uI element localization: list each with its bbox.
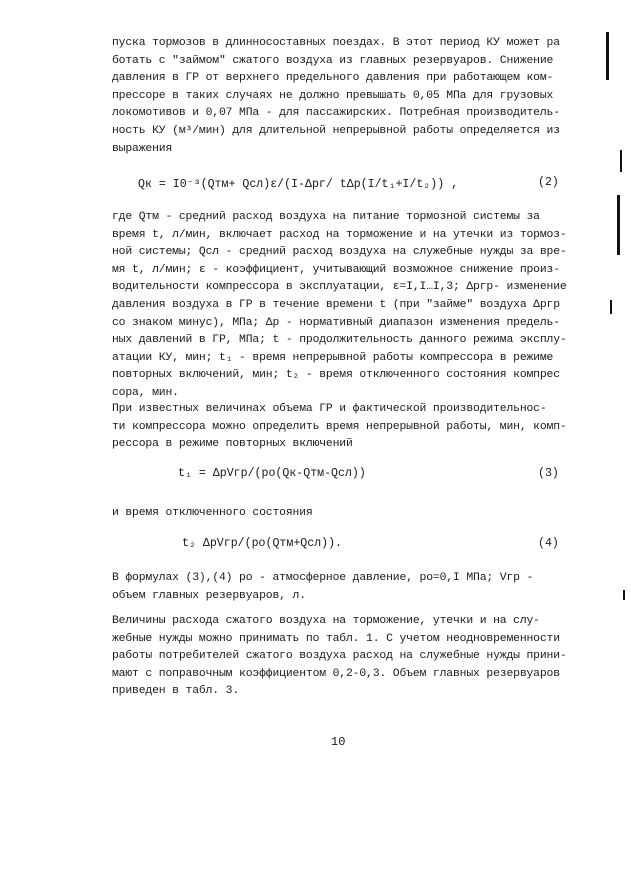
scan-margin-mark: [620, 150, 622, 172]
text-line: ти компрессора можно определить время непрерывной работы, мин, комп-: [112, 420, 567, 433]
text-line: водительности компрессора в эксплуатации, ε=I,I…I,3; Δpгр- изменение: [112, 281, 567, 294]
text-line: время t, л/мин, включает расход на торможение и на утечки из тормоз-: [112, 228, 567, 241]
text-line: давления воздуха в ГР в течение времени t (при "займе" воздуха Δpгр: [112, 298, 560, 311]
text-line: жебные нужды можно принимать по табл. 1. С учетом неодновременности: [112, 632, 560, 645]
text-line: прессоре в таких случаях не должно превышать 0,05 МПа для грузовых: [112, 89, 554, 102]
scan-margin-mark: [606, 32, 609, 80]
paragraph-consumption: [112, 613, 574, 701]
scan-margin-mark: [617, 195, 620, 255]
paragraph-known: [112, 401, 574, 454]
text-line: ботать с "займом" сжатого воздуха из главных резервуаров. Снижение: [112, 54, 554, 67]
text-line: работы потребителей сжатого воздуха расход на служебные нужды прини-: [112, 650, 567, 663]
formula-number-2: (2): [538, 176, 559, 189]
text-line: рессора в режиме повторных включений: [112, 438, 353, 451]
text-line: В формулах (3),(4) pо - атмосферное давление, pо=0,I МПа; Vгр -: [112, 572, 534, 584]
text-line: выражения: [112, 142, 173, 155]
text-line: объем главных резервуаров, л.: [112, 589, 306, 602]
text-line: давления в ГР от верхнего предельного давления при работающем ком-: [112, 72, 554, 85]
text-line: и время отключенного состояния: [112, 507, 313, 519]
text-line: где Qтм - средний расход воздуха на питание тормозной системы за: [112, 211, 540, 223]
page-number: 10: [331, 735, 346, 749]
text-line: сора, мин.: [112, 386, 179, 399]
formula-number-3: (3): [538, 467, 559, 480]
text-line: локомотивов и 0,07 МПа - для пассажирских. Потребная производитель-: [112, 107, 560, 120]
paragraph-formulas-note: [112, 570, 574, 605]
text-line: ной системы; Qсл - средний расход воздуха на служебные нужды за вре-: [112, 246, 567, 259]
text-line: повторных включений, мин; t₂ - время отключенного состояния компрес: [112, 369, 560, 382]
paragraph-where: [112, 209, 574, 403]
formula-4: t₂ ΔpVгр/(pо(Qтм+Qсл)).: [182, 537, 343, 550]
text-line: со знаком минус), МПа; Δp - нормативный диапазон изменения предель-: [112, 316, 560, 329]
text-line: приведен в табл. 3.: [112, 685, 240, 698]
text-line: Величины расхода сжатого воздуха на торможение, утечки и на слу-: [112, 615, 540, 627]
text-line: пуска тормозов в длинносоставных поездах. В этот период КУ может ра: [112, 37, 560, 49]
paragraph-off-time: [112, 505, 574, 523]
formula-3: t₁ = ΔpVгр/(pо(Qк-Qтм-Qсл)): [178, 467, 366, 480]
paragraph-intro: [112, 35, 574, 158]
formula-2: Qк = I0⁻³(Qтм+ Qсл)ε/(I-Δpг/ tΔp(I/t₁+I/t₂)) ,: [138, 178, 459, 191]
text-line: При известных величинах объема ГР и фактической производительнос-: [112, 403, 547, 415]
text-line: ность КУ (м³/мин) для длительной непрерывной работы определяется из: [112, 124, 560, 137]
text-line: атации КУ, мин; t₁ - время непрерывной работы компрессора в режиме: [112, 351, 554, 364]
text-line: мя t, л/мин; ε - коэффициент, учитывающий возможное снижение произ-: [112, 263, 560, 276]
text-line: ных давлений в ГР, МПа; t - продолжительность данного режима эксплу-: [112, 334, 567, 347]
formula-number-4: (4): [538, 537, 559, 550]
scan-margin-mark: [610, 300, 612, 314]
scan-margin-mark: [623, 590, 625, 600]
text-line: мают с поправочным коэффициентом 0,2-0,3. Объем главных резервуаров: [112, 667, 560, 680]
